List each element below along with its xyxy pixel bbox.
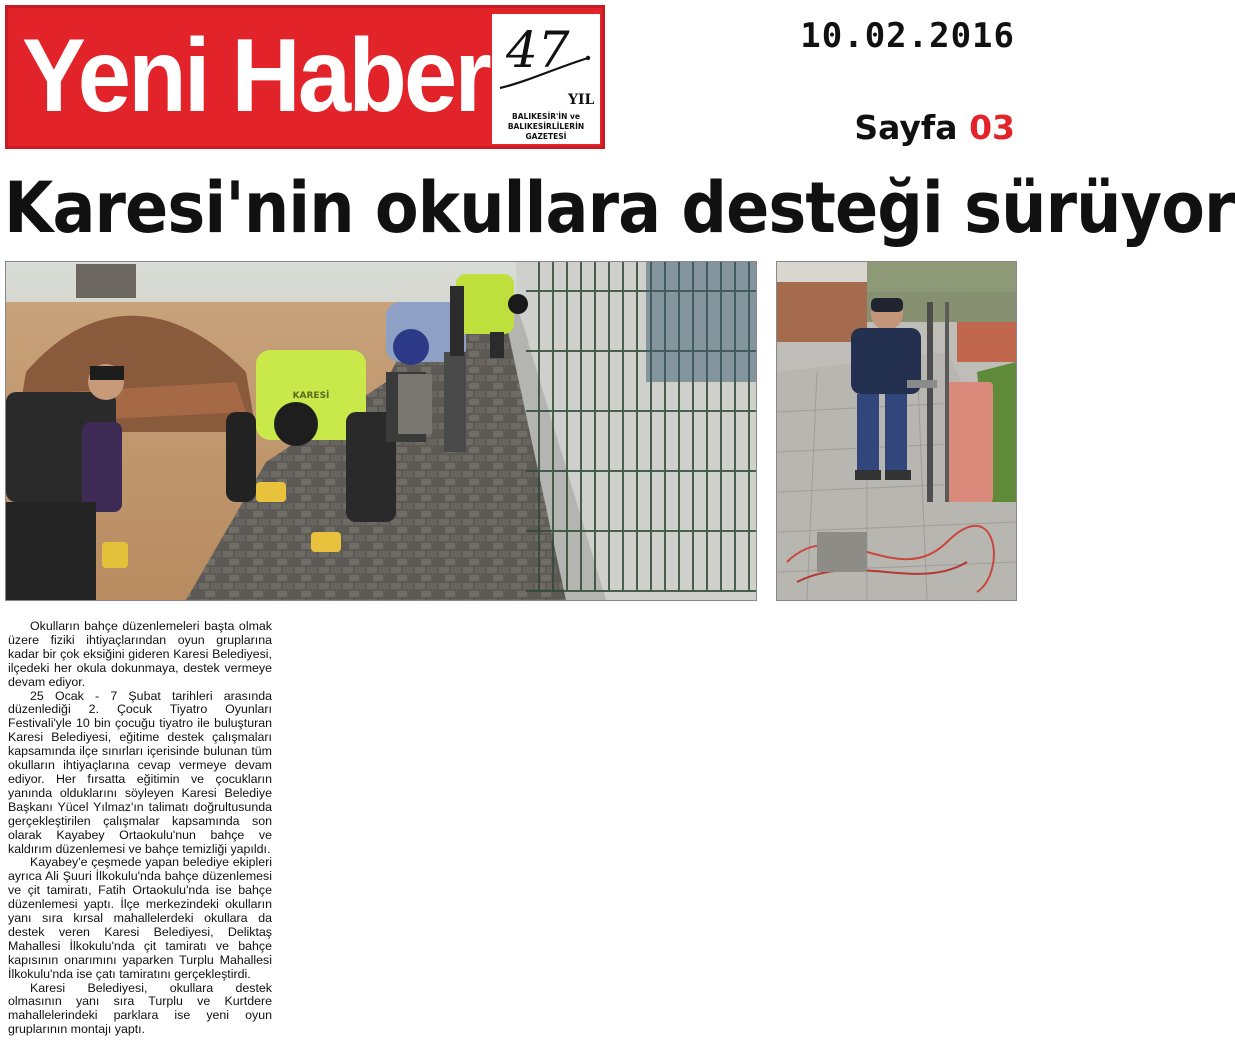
gate-repair-illustration — [777, 262, 1016, 600]
newspaper-name: Yeni Haber — [22, 18, 489, 134]
badge-unit: YIL — [568, 92, 595, 108]
paving-work-illustration — [6, 262, 756, 600]
article-body — [8, 620, 272, 1037]
page-number-label — [854, 108, 1015, 147]
anniversary-badge — [492, 14, 600, 144]
badge-tagline: BALIKESİR'İN ve BALIKESİRLİLERİN GAZETESİ — [507, 112, 585, 141]
masthead-logo — [5, 5, 605, 149]
article-paragraph: Okulların bahçe düzenlemeleri başta olmak üzere fiziki ihtiyaçlarından oyun gruplarına kadar bir çok eksiğini gideren Karesi Belediyesi, ilçedeki her okula dokunmaya, destek vermeye devam ediyor. — [8, 619, 272, 689]
article-headline: Karesi'nin okullara desteği sürüyor — [4, 167, 1235, 249]
article-paragraph: Karesi Belediyesi, okullara destek olmasının yanı sıra Turplu ve Kurtdere mahallelerindeki parklara ise yeni oyun gruplarının montajı yaptı. — [8, 980, 272, 1037]
article-paragraph: 25 Ocak - 7 Şubat tarihleri arasında düzenlediği 2. Çocuk Tiyatro Oyunları Festivali'yle 10 bin çocuğu tiyatro ile buluşturan Karesi Belediyesi, eğitime destek çalışmaları kapsamında ilçe sınırları içerisinde bulunan tüm okulların ihtiyaçlarına cevap vermeye devam ediyor. Her fırsatta eğitimin ve çocukların yanında olduklarını söyleyen Karesi Belediye Başkanı Yücel Yılmaz'ın talimatı doğrultusunda gerçekleştirilen çalışmalar kapsamında son olarak Kayabey Ortaokulu'nun bahçe ve kaldırım düzenlemesi ve bahçe temizliği yapıldı. — [8, 688, 272, 856]
page-label-text: Sayfa — [854, 108, 958, 147]
swoosh-icon — [496, 54, 596, 94]
badge-number: 47 — [506, 21, 570, 79]
side-photo — [776, 261, 1017, 601]
issue-date: 10.02.2016 — [800, 16, 1015, 56]
main-photo — [5, 261, 757, 601]
article-paragraph: Kayabey'e çeşmede yapan belediye ekipleri ayrıca Ali Şuuri İlkokulu'nda bahçe düzenlemesi ve çit tamiratı, Fatih Ortaokulu'nda ise bahçe düzenlemesi yaptı. İlçe merkezindeki okulların yanı sıra kırsal mahallelerdeki okullara da destek veren Karesi Belediyesi, Deliktaş Mahallesi İlkokulu'nda çit tamiratı ve bahçe kapısının onarımını yaparken Turplu Mahallesi İlkokulu'nda ise çatı tamiratını gerçekleştirdi. — [8, 855, 272, 981]
page-number: 03 — [969, 108, 1015, 147]
vest-logo-text: KARESİ — [292, 391, 330, 401]
